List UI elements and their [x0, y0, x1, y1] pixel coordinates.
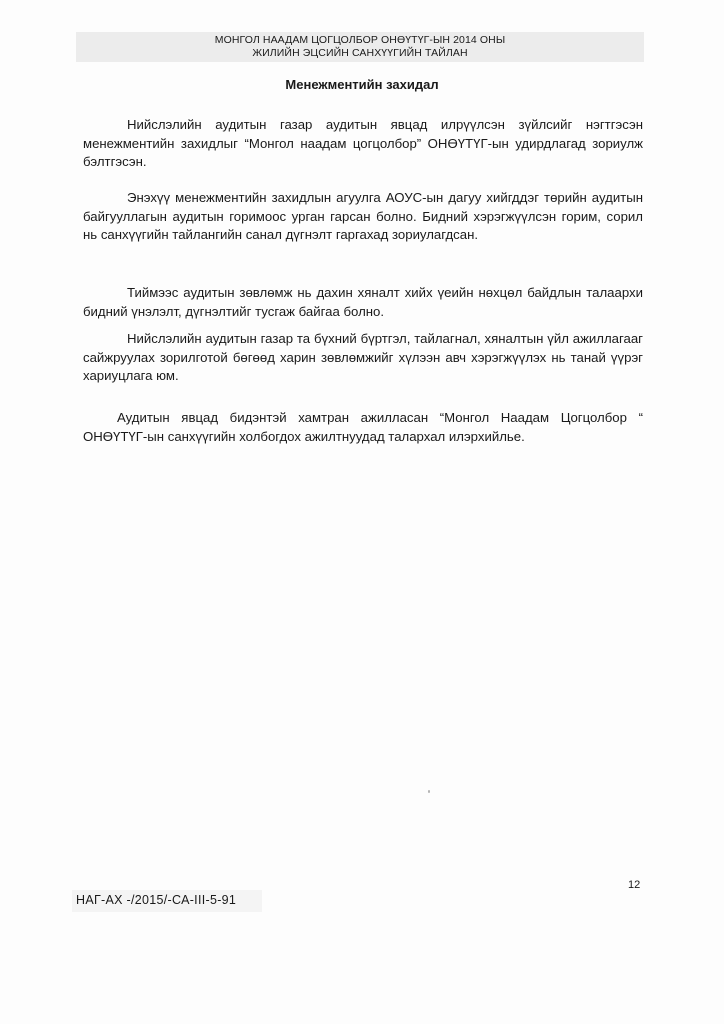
- report-header: [76, 32, 644, 62]
- document-reference: НАГ-АХ -/2015/-СА-III-5-91: [76, 893, 237, 907]
- letter-title: Менежментийн захидал: [285, 77, 439, 92]
- paragraph-4: Нийслэлийн аудитын газар та бүхний бүртгэл, тайлагнал, хяналтын үйл ажиллагааг сайжруулах зорилготой бөгөөд харин зөвлөмжийг хүлээн авч хэрэгжүүлэх нь танай үүрэг хариуцлага юм.: [83, 331, 643, 383]
- paragraph-2: Энэхүү менежментийн захидлын агуулга АОУС-ын дагуу хийгддэг төрийн аудитын байгууллагын аудитын горимоос урган гарсан болно. Бидний хэрэгжүүлсэн горим, сорил нь санхүүгийн тайлангийн санал дүгнэлт гаргахад зориулагдсан.: [83, 190, 643, 242]
- page-number: 12: [628, 879, 641, 891]
- paragraph-5: Аудитын явцад бидэнтэй хамтран ажилласан “Монгол Наадам Цогцолбор “ ОНӨҮТҮГ-ын санхүүгийн холбогдох ажилтнуудад талархал илэрхийлье.: [83, 410, 643, 444]
- scan-speck: [428, 790, 430, 793]
- header-line-2: ЖИЛИЙН ЭЦСИЙН САНХҮҮГИЙН ТАЙЛАН: [252, 46, 468, 59]
- paragraph-1: Нийслэлийн аудитын газар аудитын явцад илрүүлсэн зүйлсийг нэгтгэсэн менежментийн захидлыг “Монгол наадам цогцолбор” ОНӨҮТҮГ-ын удирдлагад зориулж бэлтгэсэн.: [83, 117, 643, 169]
- header-line-1: МОНГОЛ НААДАМ ЦОГЦОЛБОР ОНӨҮТҮГ-ЫН 2014 ОНЫ: [214, 34, 506, 46]
- paragraph-3: Тиймээс аудитын зөвлөмж нь дахин хяналт хийх үеийн нөхцөл байдлын талаархи бидний үнэлэлт, дүгнэлтийг тусгаж байгаа болно.: [83, 285, 643, 319]
